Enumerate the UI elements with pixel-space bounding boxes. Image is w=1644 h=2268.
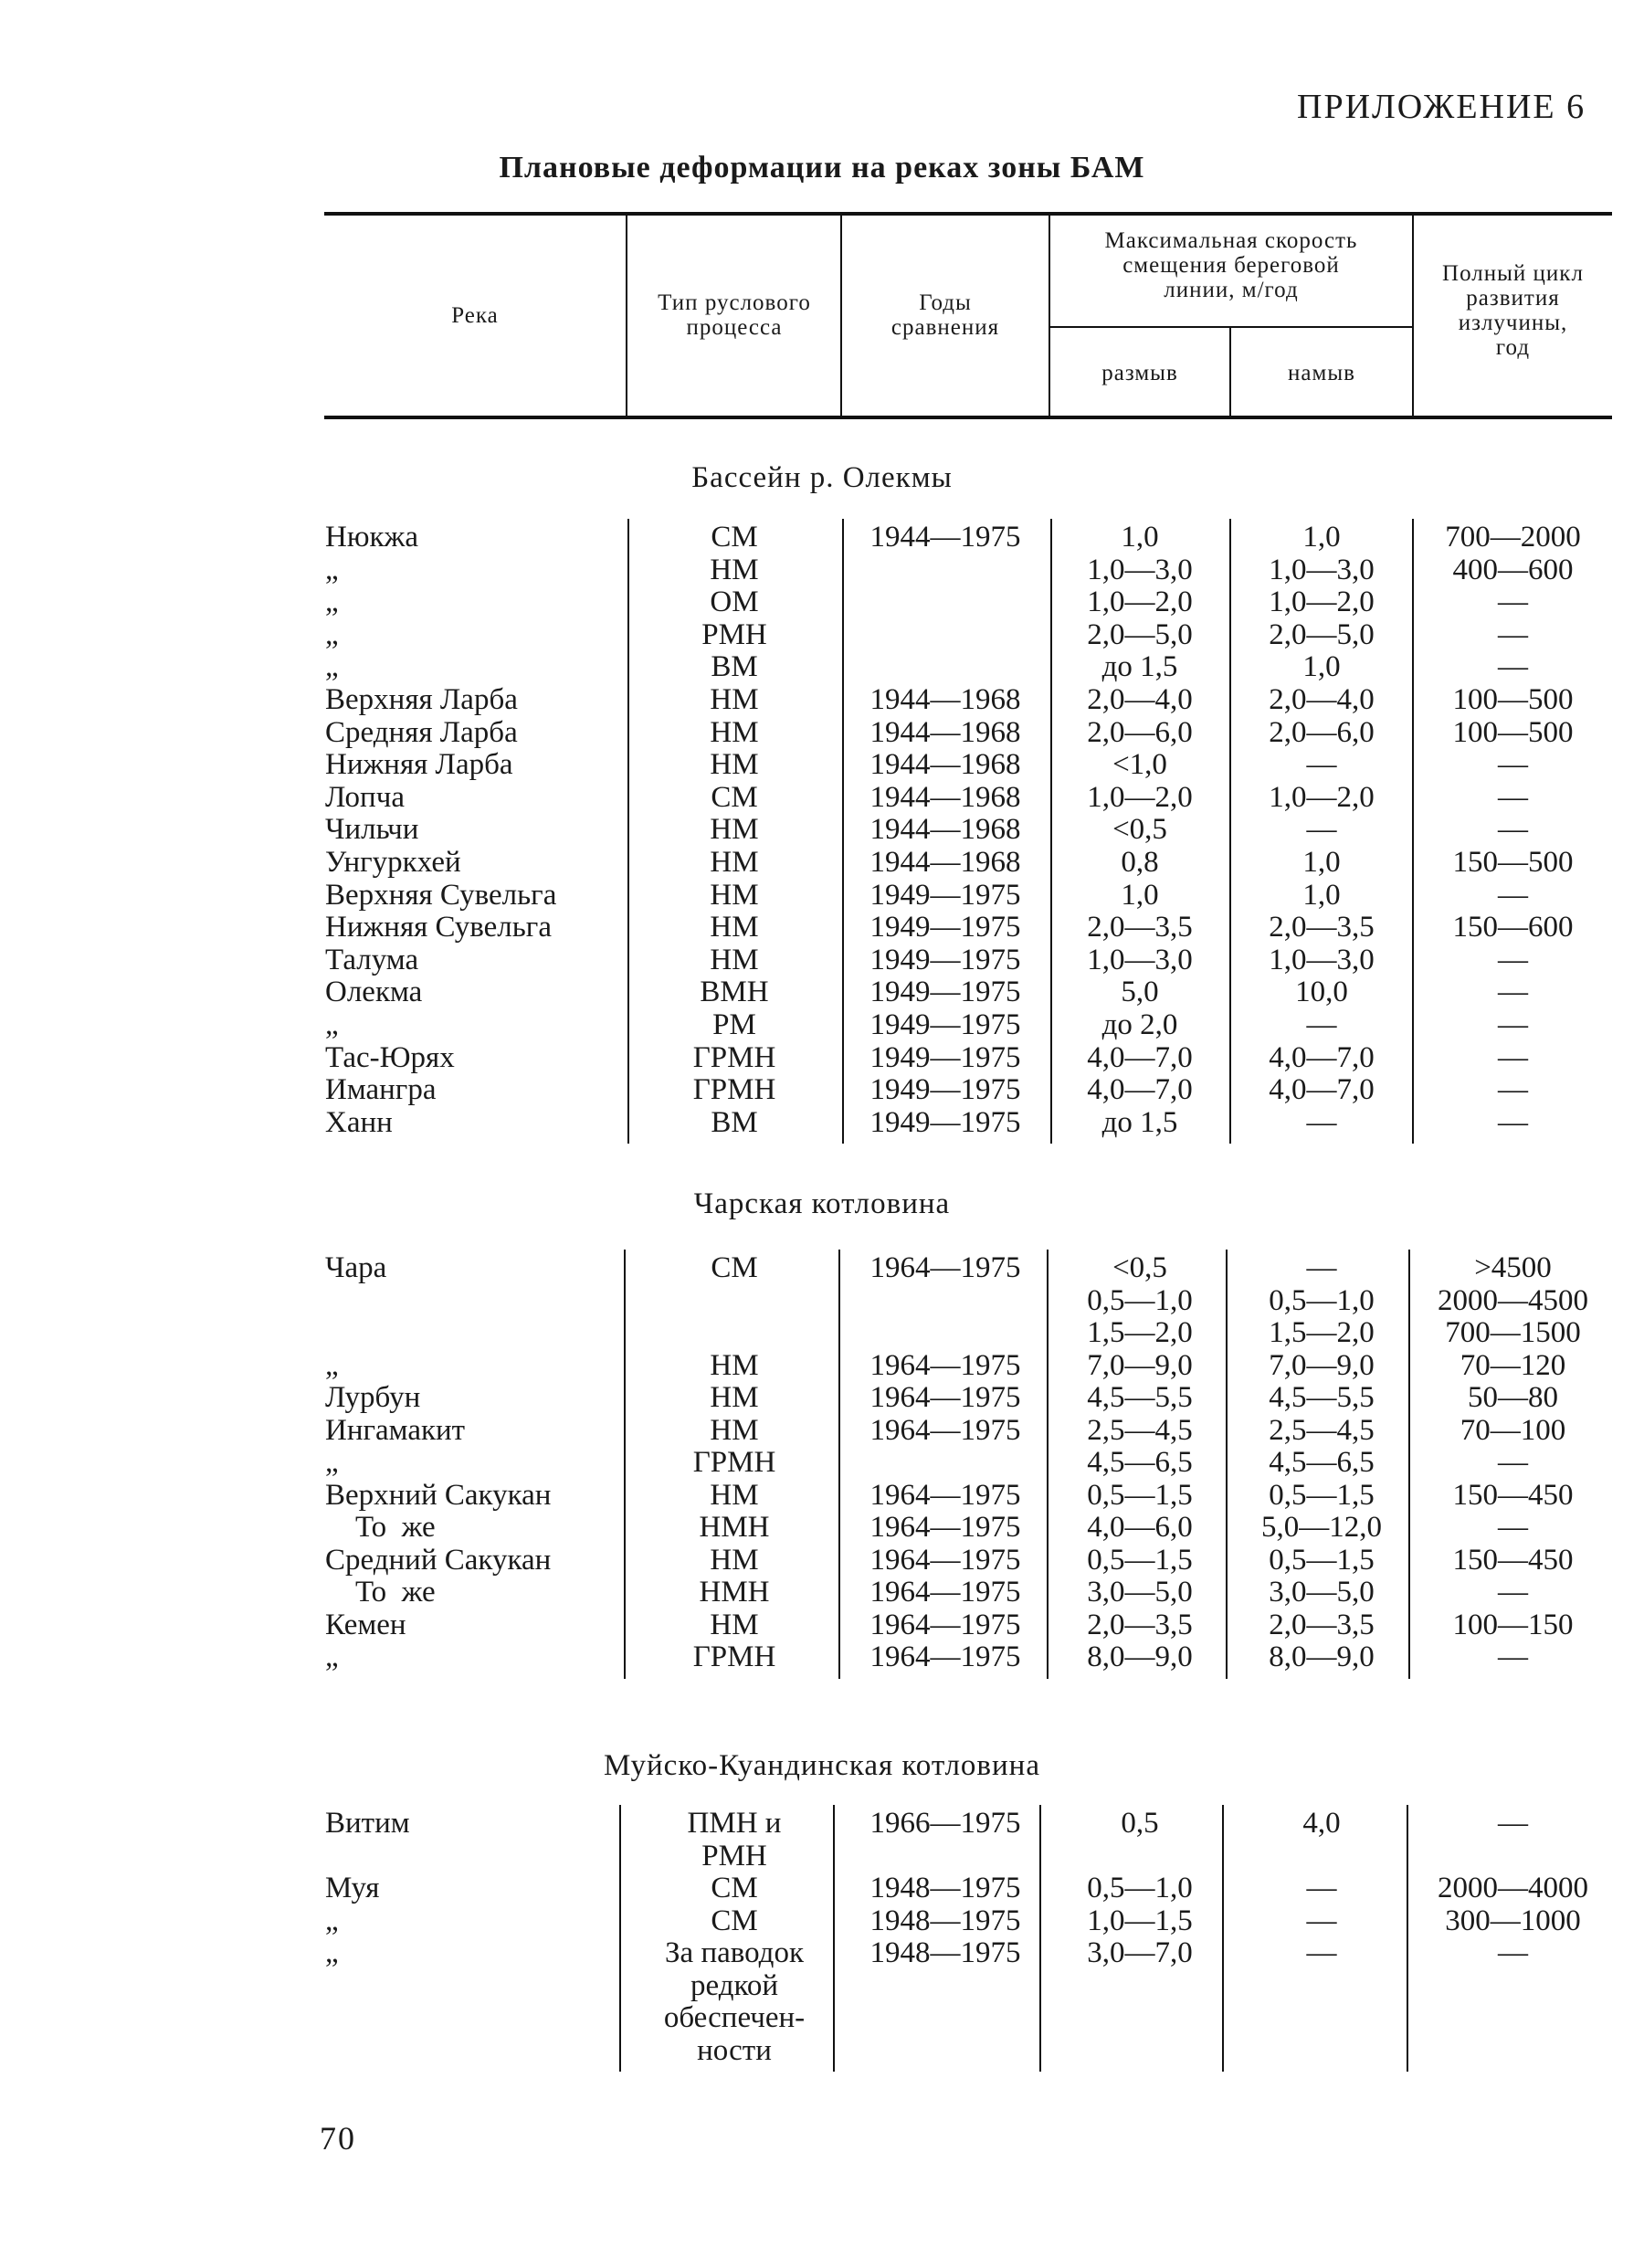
cell-alluv: 2,0—3,5 [1269,911,1375,944]
cell-type: НМ [710,748,759,782]
table-row [0,521,1644,554]
cell-wash: 3,0—7,0 [1087,1936,1193,1969]
cell-type: ВМ [711,1105,758,1139]
cell-river: Унгуркхей [325,846,461,879]
cell-cycle: 70—120 [1460,1348,1566,1382]
header-cycle: Полный цикл развития излучины, год [1442,261,1584,360]
cell-years: 1949—1975 [869,878,1021,912]
header-washout: размыв [1101,361,1178,385]
cell-cycle: 300—1000 [1445,1904,1581,1937]
cell-alluv: 1,5—2,0 [1269,1316,1375,1349]
cell-wash: 7,0—9,0 [1087,1348,1193,1382]
cell-type: СМ [711,1904,758,1937]
cell-years: 1964—1975 [869,1511,1021,1544]
cell-type: ГРМН [692,1040,776,1074]
cell-cycle: — [1498,878,1528,912]
cell-cycle: 150—500 [1452,846,1574,879]
cell-cycle: 150—600 [1452,911,1574,944]
cell-cycle: — [1498,650,1528,684]
cell-river: Верхняя Сувельга [325,878,557,912]
cell-wash: 0,5—1,5 [1087,1543,1193,1577]
cell-type: НМ [710,1543,759,1577]
cell-cycle: — [1498,1511,1528,1544]
table-row [0,911,1644,944]
cell-cycle: — [1498,617,1528,651]
cell-alluv: 0,5—1,0 [1269,1283,1375,1317]
cell-wash: <0,5 [1112,1251,1167,1284]
cell-type: НМН [699,1511,770,1544]
cell-cycle: 150—450 [1452,1543,1574,1577]
table-row [0,748,1644,781]
cell-cycle: — [1498,813,1528,847]
cell-cycle: 50—80 [1468,1381,1558,1414]
cell-type: НМ [710,1381,759,1414]
cell-type: ОМ [710,585,759,619]
cell-river: Верхний Сакукан [325,1478,552,1512]
cell-alluv: 5,0—12,0 [1261,1511,1382,1544]
cell-wash: 2,0—5,0 [1087,617,1193,651]
cell-cycle: — [1498,943,1528,976]
cell-wash: 1,0 [1121,878,1159,912]
cell-type: редкой [690,1968,779,2002]
table-row [0,1807,1644,1840]
table-row [0,683,1644,716]
cell-type: НМ [710,878,759,912]
cell-years: 1964—1975 [869,1251,1021,1284]
table-row [0,1969,1644,2002]
table-row [0,618,1644,651]
cell-type: ности [697,2033,772,2067]
cell-type: ГРМН [692,1640,776,1673]
table-row [0,1936,1644,1969]
cell-river: Витим [325,1807,410,1840]
cell-cycle: — [1498,1040,1528,1074]
cell-alluv: 8,0—9,0 [1269,1640,1375,1673]
cell-wash: 0,5 [1121,1807,1159,1840]
cell-wash: 4,0—7,0 [1087,1073,1193,1107]
cell-years: 1948—1975 [869,1936,1021,1969]
cell-river: Чильчи [325,813,419,847]
cell-cycle: — [1498,1008,1528,1041]
cell-cycle: — [1498,1576,1528,1609]
cell-river: Нижняя Сувельга [325,911,552,944]
cell-alluv: — [1306,1105,1337,1139]
cell-river: „ [325,1936,339,1969]
cell-river: „ [325,1446,339,1479]
cell-years: 1944—1975 [869,521,1021,554]
cell-alluv: 4,5—6,5 [1269,1446,1375,1479]
cell-river: „ [325,1008,339,1041]
cell-river: Средний Сакукан [325,1543,552,1577]
cell-cycle: 700—2000 [1445,521,1581,554]
cell-type: НМ [710,813,759,847]
cell-alluv: — [1306,1936,1337,1969]
cell-type: ПМН и [687,1807,782,1840]
cell-cycle: 150—450 [1452,1478,1574,1512]
cell-alluv: 1,0 [1302,521,1341,554]
cell-alluv: 10,0 [1295,976,1348,1009]
table-row [0,1106,1644,1139]
cell-years: 1944—1968 [869,748,1021,782]
table-row [0,944,1644,976]
cell-years: 1944—1968 [869,780,1021,814]
cell-cycle: — [1498,1073,1528,1107]
table-title: Плановые деформации на реках зоны БАМ [499,151,1145,185]
cell-wash: 8,0—9,0 [1087,1640,1193,1673]
cell-years: 1944—1968 [869,715,1021,749]
cell-cycle: — [1498,1105,1528,1139]
table-row [0,1511,1644,1544]
cell-years: 1949—1975 [869,943,1021,976]
cell-cycle: 100—500 [1452,683,1574,716]
cell-wash: 1,0—3,0 [1087,553,1193,586]
cell-cycle: — [1498,1807,1528,1840]
table-row [0,846,1644,879]
cell-alluv: 2,5—4,5 [1269,1413,1375,1447]
cell-years: 1964—1975 [869,1608,1021,1641]
cell-years: 1948—1975 [869,1872,1021,1904]
cell-alluv: — [1306,1008,1337,1041]
table-row [0,1609,1644,1641]
cell-alluv: 2,0—5,0 [1269,617,1375,651]
cell-type: ГРМН [692,1446,776,1479]
cell-cycle: — [1498,1446,1528,1479]
cell-type: За паводок [665,1936,804,1969]
cell-alluv: 3,0—5,0 [1269,1576,1375,1609]
cell-alluv: 4,0—7,0 [1269,1073,1375,1107]
cell-type: НМ [710,911,759,944]
cell-wash: 3,0—5,0 [1087,1576,1193,1609]
header-bottom-rule [324,416,1612,419]
cell-river: „ [325,1348,339,1382]
table-row [0,1284,1644,1317]
table-row [0,1316,1644,1349]
table-row [0,1840,1644,1872]
cell-type: НМ [710,1608,759,1641]
cell-type: СМ [711,780,758,814]
cell-alluv: — [1306,1872,1337,1904]
header-top-rule [324,212,1612,216]
cell-river: „ [325,650,339,684]
cell-river: Ханн [325,1105,393,1139]
cell-wash: 0,8 [1121,846,1159,879]
cell-river: Чара [325,1251,387,1284]
cell-wash: 5,0 [1121,976,1159,1009]
cell-river: Муя [325,1872,380,1904]
table-row [0,1008,1644,1041]
cell-type: СМ [711,1251,758,1284]
cell-type: НМ [710,1348,759,1382]
cell-alluv: 1,0—2,0 [1269,780,1375,814]
cell-river: Тас-Юрях [325,1040,455,1074]
cell-cycle: — [1498,1640,1528,1673]
table-row [0,2034,1644,2067]
cell-river: Лурбун [325,1381,421,1414]
cell-type: НМ [710,1478,759,1512]
header-divider-1 [626,216,627,416]
cell-alluv: 2,0—6,0 [1269,715,1375,749]
cell-type: СМ [711,1872,758,1904]
cell-type: ГРМН [692,1073,776,1107]
cell-type: НМ [710,715,759,749]
cell-river: Нижняя Ларба [325,748,513,782]
cell-wash: 1,0—2,0 [1087,585,1193,619]
cell-wash: до 1,5 [1101,1105,1178,1139]
header-alluvium: намыв [1288,361,1355,385]
cell-alluv: 1,0—3,0 [1269,943,1375,976]
cell-type: РМ [712,1008,756,1041]
table-row [0,1872,1644,1904]
cell-river: То же [325,1511,436,1544]
cell-wash: 2,0—4,0 [1087,683,1193,716]
cell-river: „ [325,553,339,586]
cell-type: ВМН [700,976,769,1009]
table-row [0,879,1644,912]
cell-river: „ [325,617,339,651]
cell-years: 1944—1968 [869,846,1021,879]
cell-alluv: — [1306,813,1337,847]
cell-river: Талума [325,943,419,976]
table-row [0,1446,1644,1479]
table-row [0,1041,1644,1074]
cell-wash: 0,5—1,0 [1087,1872,1193,1904]
cell-alluv: 0,5—1,5 [1269,1543,1375,1577]
cell-type: ВМ [711,650,758,684]
cell-years: 1944—1968 [869,683,1021,716]
cell-river: Имангра [325,1073,437,1107]
cell-years: 1964—1975 [869,1348,1021,1382]
cell-wash: до 1,5 [1101,650,1178,684]
cell-alluv: 2,0—4,0 [1269,683,1375,716]
cell-years: 1949—1975 [869,1040,1021,1074]
cell-wash: 2,0—3,5 [1087,911,1193,944]
table-row [0,1640,1644,1673]
table-row [0,2001,1644,2034]
cell-alluv: 4,0—7,0 [1269,1040,1375,1074]
cell-type: НМ [710,553,759,586]
cell-alluv: 1,0—2,0 [1269,585,1375,619]
cell-cycle: — [1498,1936,1528,1969]
section-title: Чарская котловина [693,1187,951,1220]
table-row [0,1544,1644,1577]
cell-years: 1949—1975 [869,1105,1021,1139]
cell-river: Средняя Ларба [325,715,518,749]
page-number: 70 [320,2120,356,2157]
cell-wash: 1,0—2,0 [1087,780,1193,814]
cell-cycle: 2000—4500 [1438,1283,1588,1317]
cell-cycle: — [1498,748,1528,782]
cell-years: 1964—1975 [869,1381,1021,1414]
cell-wash: 2,5—4,5 [1087,1413,1193,1447]
cell-years: 1964—1975 [869,1576,1021,1609]
section-title: Бассейн р. Олекмы [691,461,953,494]
cell-cycle: 700—1500 [1445,1316,1581,1349]
cell-wash: 1,0—3,0 [1087,943,1193,976]
cell-river: Нюкжа [325,521,418,554]
table-row [0,1073,1644,1106]
cell-alluv: 1,0 [1302,846,1341,879]
cell-years: 1948—1975 [869,1904,1021,1937]
table-row [0,1349,1644,1382]
cell-cycle: 70—100 [1460,1413,1566,1447]
cell-years: 1949—1975 [869,976,1021,1009]
cell-river: „ [325,1640,339,1673]
cell-river: Лопча [325,780,405,814]
cell-river: „ [325,585,339,619]
cell-river: „ [325,1904,339,1937]
cell-years: 1949—1975 [869,911,1021,944]
cell-river: Ингамакит [325,1413,466,1447]
cell-wash: 4,0—6,0 [1087,1511,1193,1544]
cell-years: 1949—1975 [869,1073,1021,1107]
cell-alluv: 4,0 [1302,1807,1341,1840]
table-row [0,554,1644,586]
cell-type: НМ [710,943,759,976]
cell-cycle: — [1498,585,1528,619]
appendix-label: ПРИЛОЖЕНИЕ 6 [1297,88,1586,126]
cell-type: РМН [701,1839,767,1872]
cell-alluv: 1,0—3,0 [1269,553,1375,586]
cell-river: То же [325,1576,436,1609]
cell-wash: 2,0—6,0 [1087,715,1193,749]
cell-alluv: 1,0 [1302,650,1341,684]
cell-alluv: — [1306,1904,1337,1937]
table-row [0,650,1644,683]
section-title: Муйско-Куандинская котловина [604,1749,1040,1782]
cell-alluv: — [1306,1251,1337,1284]
cell-wash: 1,5—2,0 [1087,1316,1193,1349]
cell-alluv: 1,0 [1302,878,1341,912]
cell-river: Верхняя Ларба [325,683,518,716]
cell-alluv: 7,0—9,0 [1269,1348,1375,1382]
cell-alluv: 0,5—1,5 [1269,1478,1375,1512]
table-row [0,585,1644,618]
cell-wash: 2,0—3,5 [1087,1608,1193,1641]
cell-wash: <1,0 [1112,748,1167,782]
cell-years: 1964—1975 [869,1543,1021,1577]
cell-cycle: 100—500 [1452,715,1574,749]
header-type: Тип руслового процесса [658,290,811,340]
cell-years: 1966—1975 [869,1807,1021,1840]
cell-wash: <0,5 [1112,813,1167,847]
header-years: Годы сравнения [890,290,1000,340]
cell-type: НМ [710,846,759,879]
table-row [0,1479,1644,1512]
cell-cycle: — [1498,976,1528,1009]
table-row [0,1576,1644,1609]
cell-type: СМ [711,521,758,554]
cell-alluv: 4,5—5,5 [1269,1381,1375,1414]
cell-years: 1949—1975 [869,1008,1021,1041]
cell-years: 1964—1975 [869,1413,1021,1447]
cell-wash: 4,5—6,5 [1087,1446,1193,1479]
cell-type: обеспечен- [663,2001,806,2034]
cell-wash: 4,5—5,5 [1087,1381,1193,1414]
table-row [0,781,1644,814]
cell-type: НМ [710,683,759,716]
cell-wash: 0,5—1,0 [1087,1283,1193,1317]
cell-wash: 0,5—1,5 [1087,1478,1193,1512]
cell-cycle: 100—150 [1452,1608,1574,1641]
table-row [0,716,1644,749]
cell-type: РМН [701,617,767,651]
cell-cycle: 2000—4000 [1438,1872,1588,1904]
cell-type: НМН [699,1576,770,1609]
table-row [0,1381,1644,1414]
cell-wash: 1,0 [1121,521,1159,554]
header-river: Река [451,303,499,328]
cell-cycle: — [1498,780,1528,814]
cell-alluv: 2,0—3,5 [1269,1608,1375,1641]
cell-wash: 1,0—1,5 [1087,1904,1193,1937]
cell-river: Кемен [325,1608,406,1641]
table-row [0,976,1644,1008]
table-row [0,813,1644,846]
cell-years: 1944—1968 [869,813,1021,847]
cell-years: 1964—1975 [869,1478,1021,1512]
cell-cycle: >4500 [1474,1251,1552,1284]
header-max-speed: Максимальная скорость смещения береговой линии, м/год [1104,228,1358,302]
cell-wash: 4,0—7,0 [1087,1040,1193,1074]
cell-type: НМ [710,1413,759,1447]
table-row [0,1904,1644,1937]
cell-years: 1964—1975 [869,1640,1021,1673]
cell-alluv: — [1306,748,1337,782]
cell-cycle: 400—600 [1452,553,1574,586]
cell-wash: до 2,0 [1101,1008,1178,1041]
cell-river: Олекма [325,976,423,1009]
table-row [0,1414,1644,1447]
table-row [0,1251,1644,1284]
